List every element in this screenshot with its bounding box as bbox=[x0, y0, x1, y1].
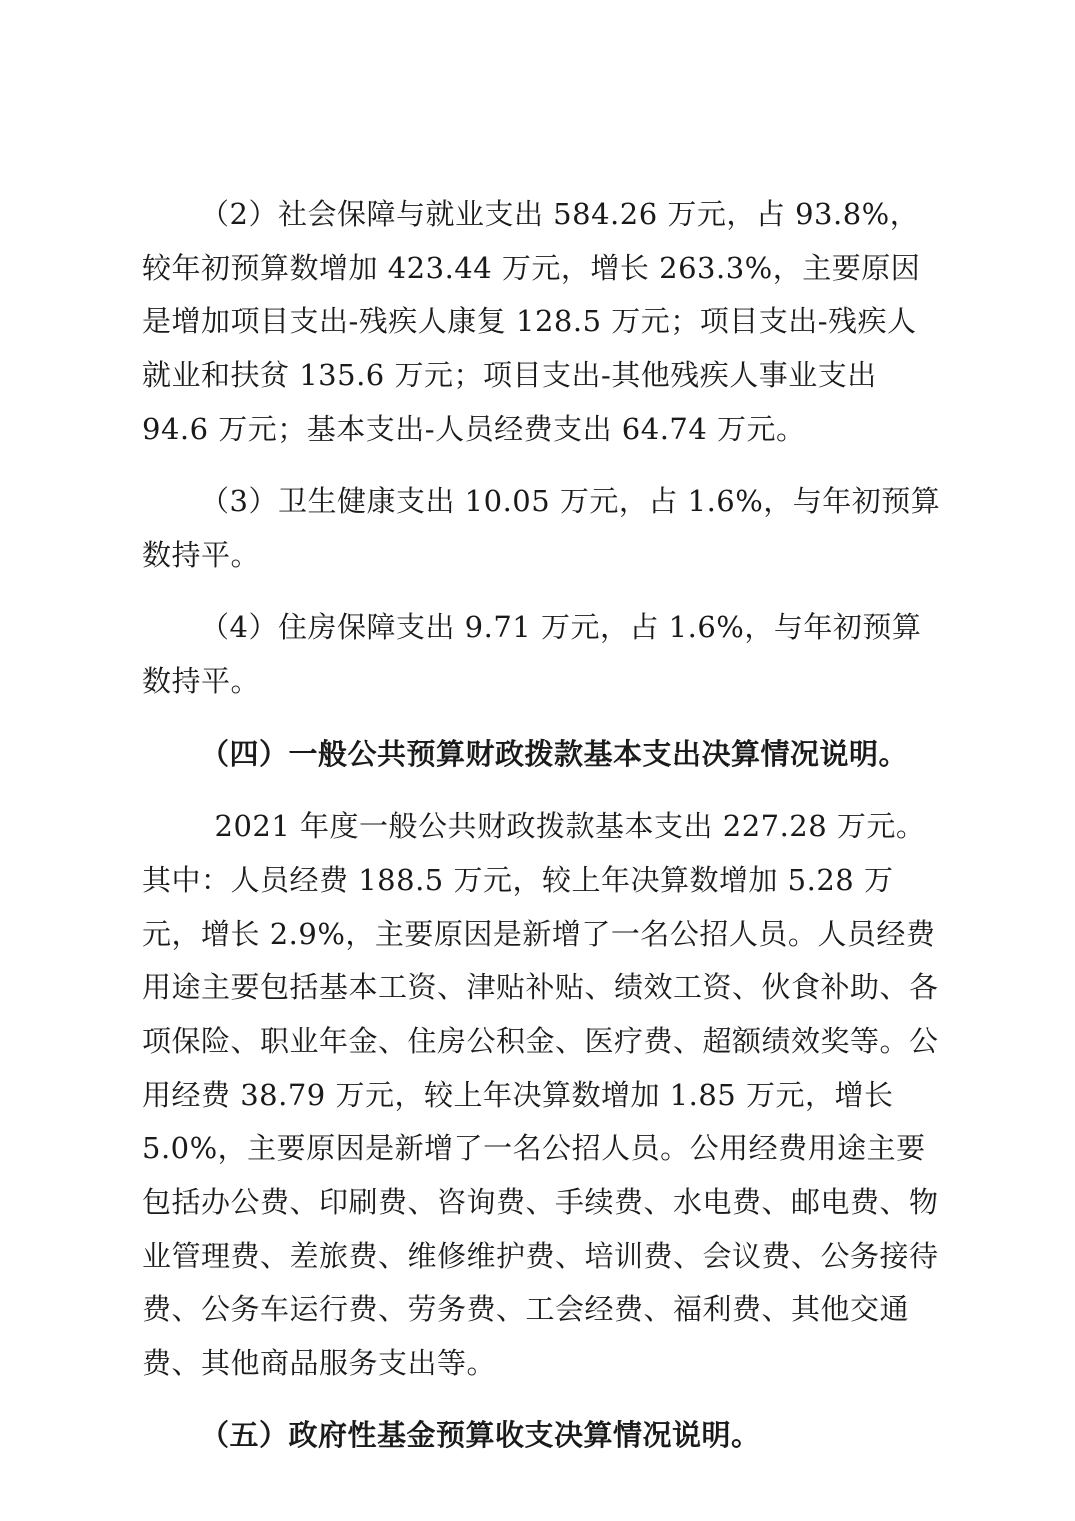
paragraph-social-security: （2）社会保障与就业支出 584.26 万元，占 93.8%，较年初预算数增加 423.44 万元，增长 263.3%，主要原因是增加项目支出-残疾人康复 128.5 万元；项目支出-残疾人就业和扶贫 135.6 万元；项目支出-其他残疾人事业支出 94.6 万元；基本支出-人员经费支出 64.74 万元。 bbox=[142, 197, 921, 446]
document-body bbox=[142, 188, 942, 1482]
section-five-heading: （五）政府性基金预算收支决算情况说明。 bbox=[200, 1418, 761, 1453]
paragraph-basic-expenditure: 2021 年度一般公共财政拨款基本支出 227.28 万元。其中：人员经费 188.5 万元，较上年决算数增加 5.28 万元，增长 2.9%，主要原因是新增了一名公招人员。人员经费用途主要包括基本工资、津贴补贴、绩效工资、伙食补助、各项保险、职业年金、住房公积金、医疗费、超额绩效奖等。公用经费 38.79 万元，较上年决算数增加 1.85 万元，增长 5.0%，主要原因是新增了一名公招人员。公用经费用途主要包括办公费、印刷费、咨询费、手续费、水电费、邮电费、物业管理费、差旅费、维修维护费、培训费、会议费、公务接待费、公务车运行费、劳务费、工会经费、福利费、其他交通费、其他商品服务支出等。 bbox=[142, 809, 939, 1380]
section-four-heading: （四）一般公共预算财政拨款基本支出决算情况说明。 bbox=[200, 736, 909, 771]
paragraph-health: （3）卫生健康支出 10.05 万元，占 1.6%，与年初预算数持平。 bbox=[142, 484, 941, 572]
paragraph-housing: （4）住房保障支出 9.71 万元，占 1.6%，与年初预算数持平。 bbox=[142, 610, 922, 699]
